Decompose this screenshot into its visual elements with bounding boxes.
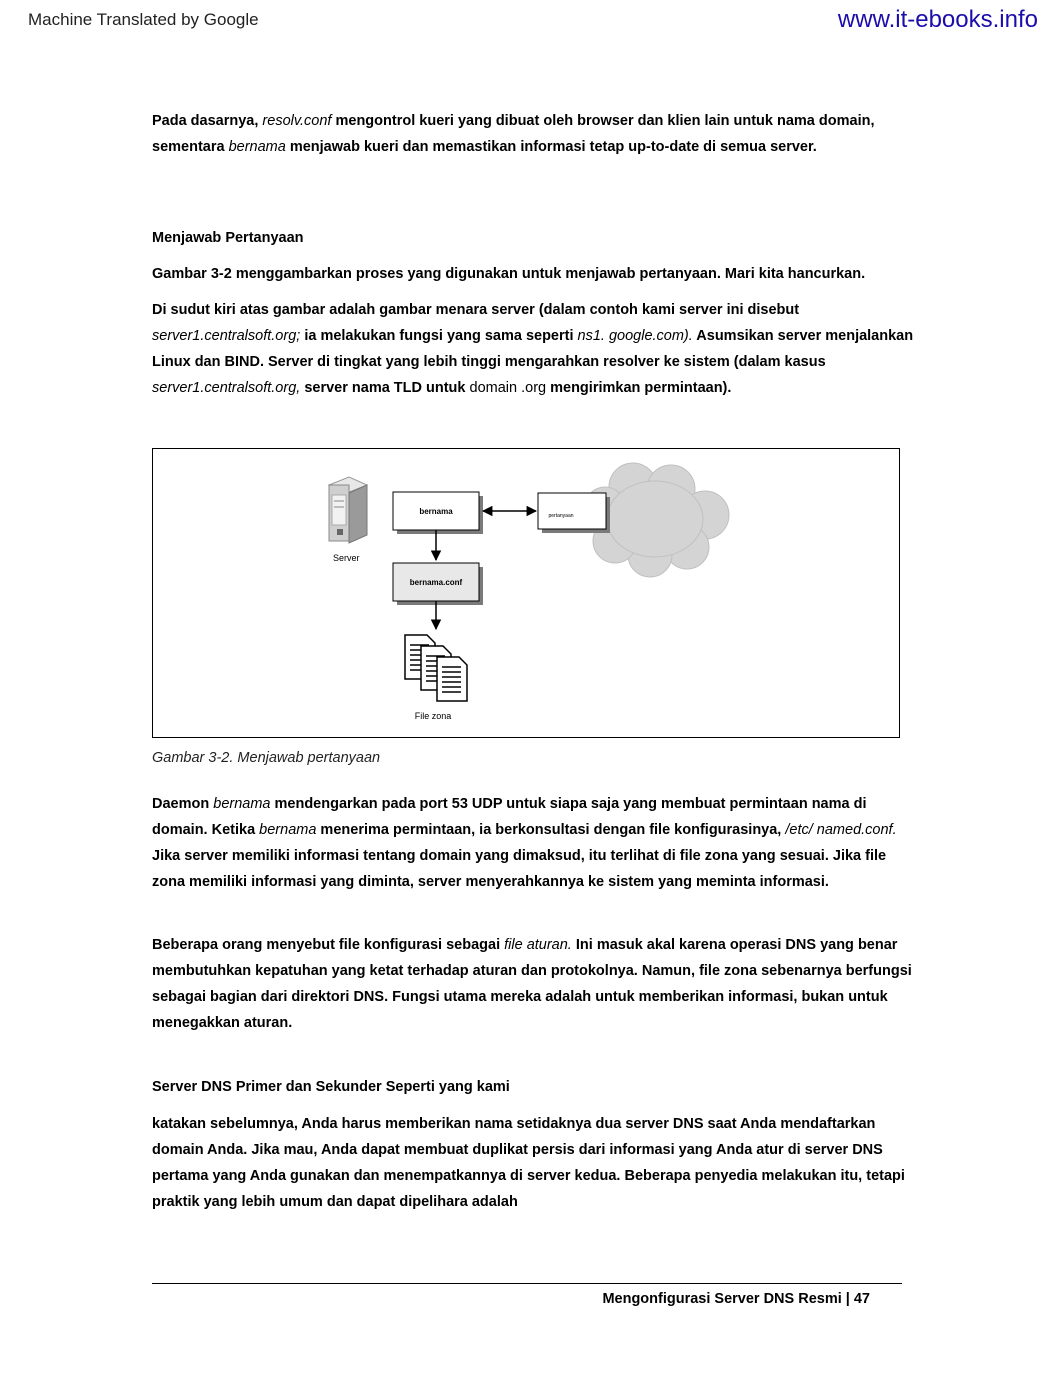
paragraph-daemon: Daemon bernama mendengarkan pada port 53 UDP untuk siapa saja yang membuat permintaan nama di domain. Ketika bernama menerima permintaan, ia berkonsultasi dengan file konfigurasinya, /etc/ named.conf. Jika server memiliki informasi tentang domain yang dimaksud, itu terlihat di file zona yang sesuai. Jika file zona memiliki informasi yang diminta, server menyerahkannya ke sistem yang meminta informasi. — [152, 796, 897, 890]
pertanyaan-box-label: pertanyaan — [548, 513, 574, 519]
figure-diagram — [153, 449, 901, 739]
footer-divider — [152, 1283, 902, 1284]
paragraph-primary-secondary: katakan sebelumnya, Anda harus memberikan nama setidaknya dua server DNS saat Anda mendaftarkan domain Anda. Jika mau, Anda dapat membuat duplikat persis dari informasi yang Anda atur di server DNS pertama yang Anda gunakan dan menempatkannya di server kedua. Beberapa penyedia melakukan itu, tetapi praktik yang lebih umum dan dapat dipelihara adalah — [152, 1116, 905, 1210]
machine-translated-label: Machine Translated by Google — [28, 10, 259, 29]
paragraph-figure-intro: Gambar 3-2 menggambarkan proses yang digunakan untuk menjawab pertanyaan. Mari kita hancurkan. — [152, 266, 866, 282]
bernama-conf-box — [393, 563, 483, 605]
site-link[interactable]: www.it-ebooks.info — [837, 6, 1038, 33]
figure-answering-queries — [152, 448, 900, 738]
zone-files-label: File zona — [414, 711, 452, 721]
page-footer: Mengonfigurasi Server DNS Resmi | 47 — [602, 1291, 870, 1307]
zone-files-icon — [405, 635, 467, 701]
paragraph-server-tower: Di sudut kiri atas gambar adalah gambar menara server (dalam contoh kami server ini disebut server1.centralsoft.org; ia melakukan fungsi yang sama seperti ns1. google.com). Asumsikan server menjalankan Linux dan BIND. Server di tingkat yang lebih tinggi mengarahkan resolver ke sistem (dalam kasus server1.centralsoft.org, server nama TLD untuk domain .org mengirimkan permintaan). — [152, 302, 914, 396]
bernama-box — [393, 492, 483, 534]
paragraph-rules-file: Beberapa orang menyebut file konfigurasi sebagai file aturan. Ini masuk akal karena operasi DNS yang benar membutuhkan kepatuhan yang ketat terhadap aturan dan protokolnya. Namun, file zona sebenarnya berfungsi sebagai bagian dari direktori DNS. Fungsi utama mereka adalah untuk memberikan informasi, bukan untuk menegakkan aturan. — [152, 937, 912, 1031]
section-heading-primary-secondary: Server DNS Primer dan Sekunder Seperti yang kami — [152, 1079, 510, 1095]
server-label: Server — [333, 553, 360, 563]
section-heading-answering: Menjawab Pertanyaan — [152, 230, 304, 246]
figure-caption: Gambar 3-2. Menjawab pertanyaan — [152, 750, 381, 766]
bernama-box-label: bernama — [419, 507, 453, 516]
pertanyaan-box — [538, 493, 610, 533]
conf-box-label: bernama.conf — [409, 578, 463, 587]
paragraph-intro: Pada dasarnya, resolv.conf mengontrol kueri yang dibuat oleh browser dan klien lain untuk nama domain, sementara bernama menjawab kueri dan memastikan informasi tetap up-to-date di semua server. — [152, 113, 875, 155]
server-tower-icon — [329, 477, 367, 543]
